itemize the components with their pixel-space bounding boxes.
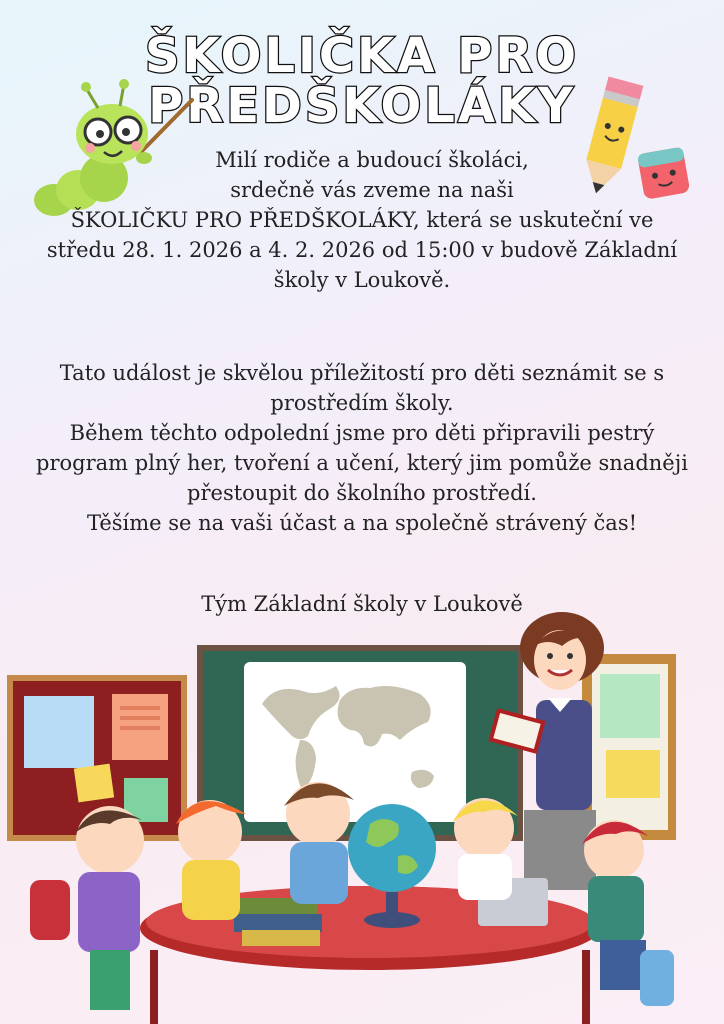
- kid-5: [582, 820, 674, 1006]
- invitation-line: středu 28. 1. 2026 a 4. 2. 2026 od 15:00 v budově Základní: [46, 238, 678, 262]
- description-line: přestoupit do školního prostředí.: [187, 481, 537, 505]
- invitation-line: školy v Loukově.: [273, 268, 451, 292]
- kid-4: [452, 798, 518, 900]
- signature: Tým Základní školy v Loukově: [201, 592, 523, 616]
- kid-3: [284, 782, 354, 904]
- invitation-paragraph: [20, 145, 704, 295]
- description-line: program plný her, tvoření a učení, který jim pomůže snadněji: [36, 451, 688, 475]
- description-line: Tato událost je skvělou příležitostí pro děti seznámit se s: [59, 361, 665, 385]
- description-line: Těšíme se na vaši účast a na společně strávený čas!: [86, 511, 638, 535]
- description-line: Během těchto odpolední jsme pro děti připravili pestrý: [69, 421, 655, 445]
- title-line-2: PŘEDŠKOLÁKY: [148, 78, 576, 134]
- invitation-line: Milí rodiče a budoucí školáci,: [215, 148, 529, 172]
- invitation-line: srdečně vás zveme na naši: [230, 178, 514, 202]
- classroom-illustration: [0, 610, 724, 1024]
- description-line: prostředím školy.: [270, 391, 454, 415]
- invitation-line: ŠKOLIČKU PRO PŘEDŠKOLÁKY, která se uskuteční ve: [70, 208, 654, 232]
- description-paragraph: [20, 358, 704, 538]
- kid-2: [176, 800, 246, 920]
- title-line-1: ŠKOLIČKA PRO: [144, 28, 580, 84]
